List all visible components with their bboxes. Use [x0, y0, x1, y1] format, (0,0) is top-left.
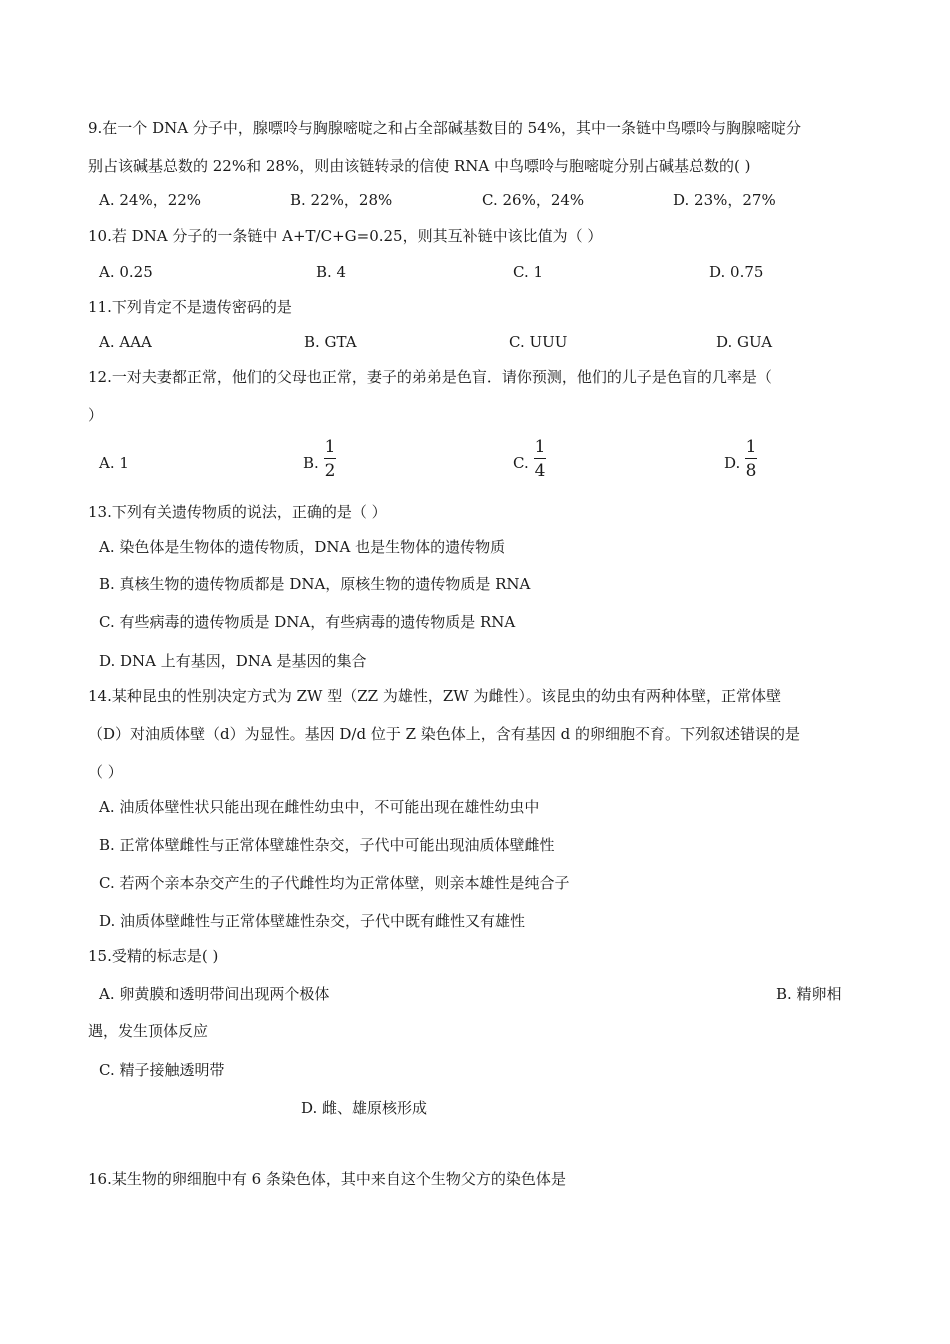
q12-stem-line1: 12.一对夫妻都正常，他们的父母也正常，妻子的弟弟是色盲．请你预测，他们的儿子是色盲的几率是（: [88, 368, 772, 386]
q12-option-c-denominator: 4: [534, 461, 546, 481]
q12-option-b-denominator: 2: [324, 461, 336, 481]
q14-option-b: B. 正常体壁雌性与正常体壁雄性杂交，子代中可能出现油质体壁雌性: [99, 836, 555, 854]
q12-option-c-fraction: [530, 437, 550, 481]
q12-stem-line2: ）: [88, 406, 104, 424]
q11-option-c: C. UUU: [509, 333, 568, 351]
q14-option-d: D. 油质体壁雌性与正常体壁雄性杂交，子代中既有雌性又有雄性: [99, 912, 526, 930]
q15-option-a: A. 卵黄膜和透明带间出现两个极体: [99, 985, 330, 1003]
q12-option-c-label: C.: [513, 454, 529, 472]
q16-stem: 16.某生物的卵细胞中有 6 条染色体，其中来自这个生物父方的染色体是: [88, 1170, 566, 1188]
q11-option-b: B. GTA: [304, 333, 357, 351]
q13-option-b: B. 真核生物的遗传物质都是 DNA，原核生物的遗传物质是 RNA: [99, 575, 531, 593]
q11-option-d: D. GUA: [716, 333, 773, 351]
q9-option-b: B. 22%，28%: [290, 191, 393, 209]
q10-stem: 10.若 DNA 分子的一条链中 A+T/C+G=0.25，则其互补链中该比值为（ ）: [88, 227, 603, 245]
fraction-bar: [745, 458, 757, 459]
q12-option-d-fraction: [741, 437, 761, 481]
q14-stem-line3: （ ）: [88, 763, 123, 781]
q11-stem: 11.下列肯定不是遗传密码的是: [88, 298, 292, 316]
q9-option-d: D. 23%，27%: [673, 191, 776, 209]
q9-stem-line1: 9.在一个 DNA 分子中，腺嘌呤与胸腺嘧啶之和占全部碱基数目的 54%，其中一条链中鸟嘌呤与胸腺嘧啶分: [88, 119, 801, 137]
q9-option-c: C. 26%，24%: [482, 191, 585, 209]
q15-option-b-part1: B. 精卵相: [776, 985, 842, 1003]
q12-option-d-label: D.: [724, 454, 741, 472]
q10-option-c: C. 1: [513, 263, 544, 281]
q14-stem-line1: 14.某种昆虫的性别决定方式为 ZW 型（ZZ 为雄性，ZW 为雌性）。该昆虫的幼虫有两种体壁，正常体壁: [88, 687, 781, 705]
q9-option-a: A. 24%，22%: [99, 191, 202, 209]
q10-option-d: D. 0.75: [709, 263, 764, 281]
q9-stem-line2: 别占该碱基总数的 22%和 28%，则由该链转录的信使 RNA 中鸟嘌呤与胞嘧啶分别占碱基总数的( ): [88, 157, 751, 175]
fraction-bar: [534, 458, 546, 459]
q12-option-b-numerator: 1: [324, 437, 336, 457]
q12-option-a: A. 1: [99, 454, 129, 472]
q15-option-c: C. 精子接触透明带: [99, 1061, 225, 1079]
q11-option-a: A. AAA: [99, 333, 152, 351]
q12-option-d-denominator: 8: [745, 461, 757, 481]
q12-option-d-numerator: 1: [745, 437, 757, 457]
q13-option-c: C. 有些病毒的遗传物质是 DNA，有些病毒的遗传物质是 RNA: [99, 613, 516, 631]
q15-option-b-part2: 遇，发生顶体反应: [88, 1022, 209, 1040]
q13-option-d: D. DNA 上有基因，DNA 是基因的集合: [99, 652, 367, 670]
q12-option-b-label: B.: [303, 454, 319, 472]
q14-stem-line2: （D）对油质体壁（d）为显性。基因 D/d 位于 Z 染色体上，含有基因 d 的卵细胞不育。下列叙述错误的是: [88, 725, 800, 743]
q14-option-a: A. 油质体壁性状只能出现在雌性幼虫中，不可能出现在雄性幼虫中: [99, 798, 540, 816]
q13-option-a: A. 染色体是生物体的遗传物质，DNA 也是生物体的遗传物质: [99, 538, 506, 556]
q12-option-b-fraction: [320, 437, 340, 481]
q15-option-d: D. 雌、雄原核形成: [301, 1099, 428, 1117]
q15-stem: 15.受精的标志是( ): [88, 947, 219, 965]
q10-option-b: B. 4: [316, 263, 347, 281]
q12-option-c-numerator: 1: [534, 437, 546, 457]
q10-option-a: A. 0.25: [99, 263, 153, 281]
q14-option-c: C. 若两个亲本杂交产生的子代雌性均为正常体壁，则亲本雄性是纯合子: [99, 874, 570, 892]
fraction-bar: [324, 458, 336, 459]
q13-stem: 13.下列有关遗传物质的说法，正确的是（ ）: [88, 503, 387, 521]
